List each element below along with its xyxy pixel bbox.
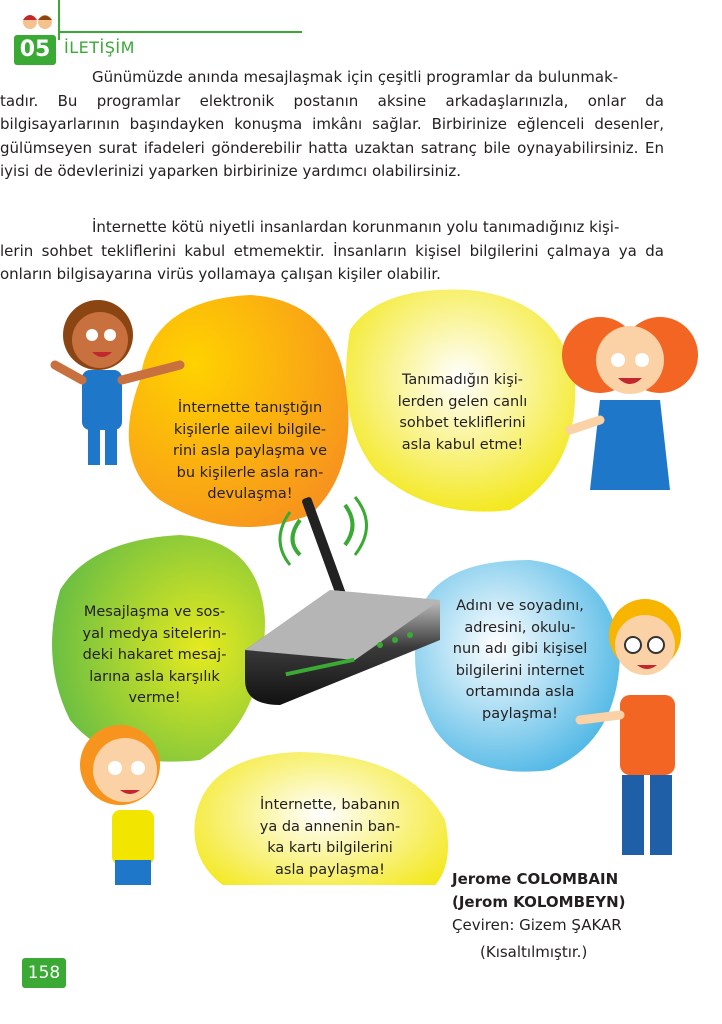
paragraph-1-first-line: Günümüzde anında mesajlaşmak için çeşitli programlar da bulunmak- (92, 68, 619, 86)
bubble-blue-text: Adını ve soyadını, adresini, okulu- nun adı gibi kişisel bilgilerini internet ortamında asla paylaşma! (452, 598, 588, 722)
bubble-yellow-bottom-text: İnternette, babanın ya da annenin ban- ka kartı bilgilerini asla paylaşma! (259, 797, 401, 878)
bubble-orange-text: İnternette tanıştığın kişilerle ailevi bilgile- rini asla paylaşma ve bu kişilerle asla ran- devulaşma! (172, 400, 328, 502)
kids-icon (20, 10, 56, 34)
credit-note: (Kısaltılmıştır.) (480, 943, 588, 961)
paragraph-1 (0, 66, 664, 184)
credit-author: Jerome COLOMBAIN (452, 870, 619, 888)
header-horizontal-rule (58, 31, 302, 33)
paragraph-2-first-line: İnternette kötü niyetli insanlardan korunmanın yolu tanımadığınız kişi- (92, 218, 620, 236)
unit-number: 05 (14, 35, 56, 65)
header-vertical-rule (58, 0, 60, 40)
credit-translator: Çeviren: Gizem ŞAKAR (452, 916, 622, 934)
girl-left-illustration (80, 725, 160, 885)
girl-right-illustration (562, 317, 698, 535)
paragraph-1-rest: tadır. Bu programlar elektronik postanın aksine arkadaşlarınızla, onlar da bilgisayarlarının başındayken konuşma imkânı sağlar. Birbirinize eğlenceli desenler, gülümseyen surat ifadeleri gönderebilir hatta uzaktan satranç bile oynayabilirsiniz. En iyisi de ödevlerinizi yaparken birbirinize yardımcı olabilirsiniz. (0, 91, 664, 180)
paragraph-2 (0, 216, 664, 287)
bubble-yellow-top-text: Tanımadığın kişi- lerden gelen canlı sohbet tekliflerini asla kabul etme! (397, 372, 528, 453)
page-number: 158 (22, 958, 66, 988)
unit-title: İLETİŞİM (64, 38, 135, 57)
router-illustration (245, 496, 440, 705)
paragraph-2-rest: lerin sohbet tekliflerini kabul etmemektir. İnsanların kişisel bilgilerini çalmaya ya da onların bilgisayarına virüs yollamaya çalışan kişiler olabilir. (0, 241, 664, 283)
credit-pronunciation: (Jerom KOLOMBEYN) (452, 893, 626, 911)
bubble-green-text: Mesajlaşma ve sos- yal medya sitelerin- deki hakaret mesaj- larına asla karşılık verme! (82, 604, 227, 706)
